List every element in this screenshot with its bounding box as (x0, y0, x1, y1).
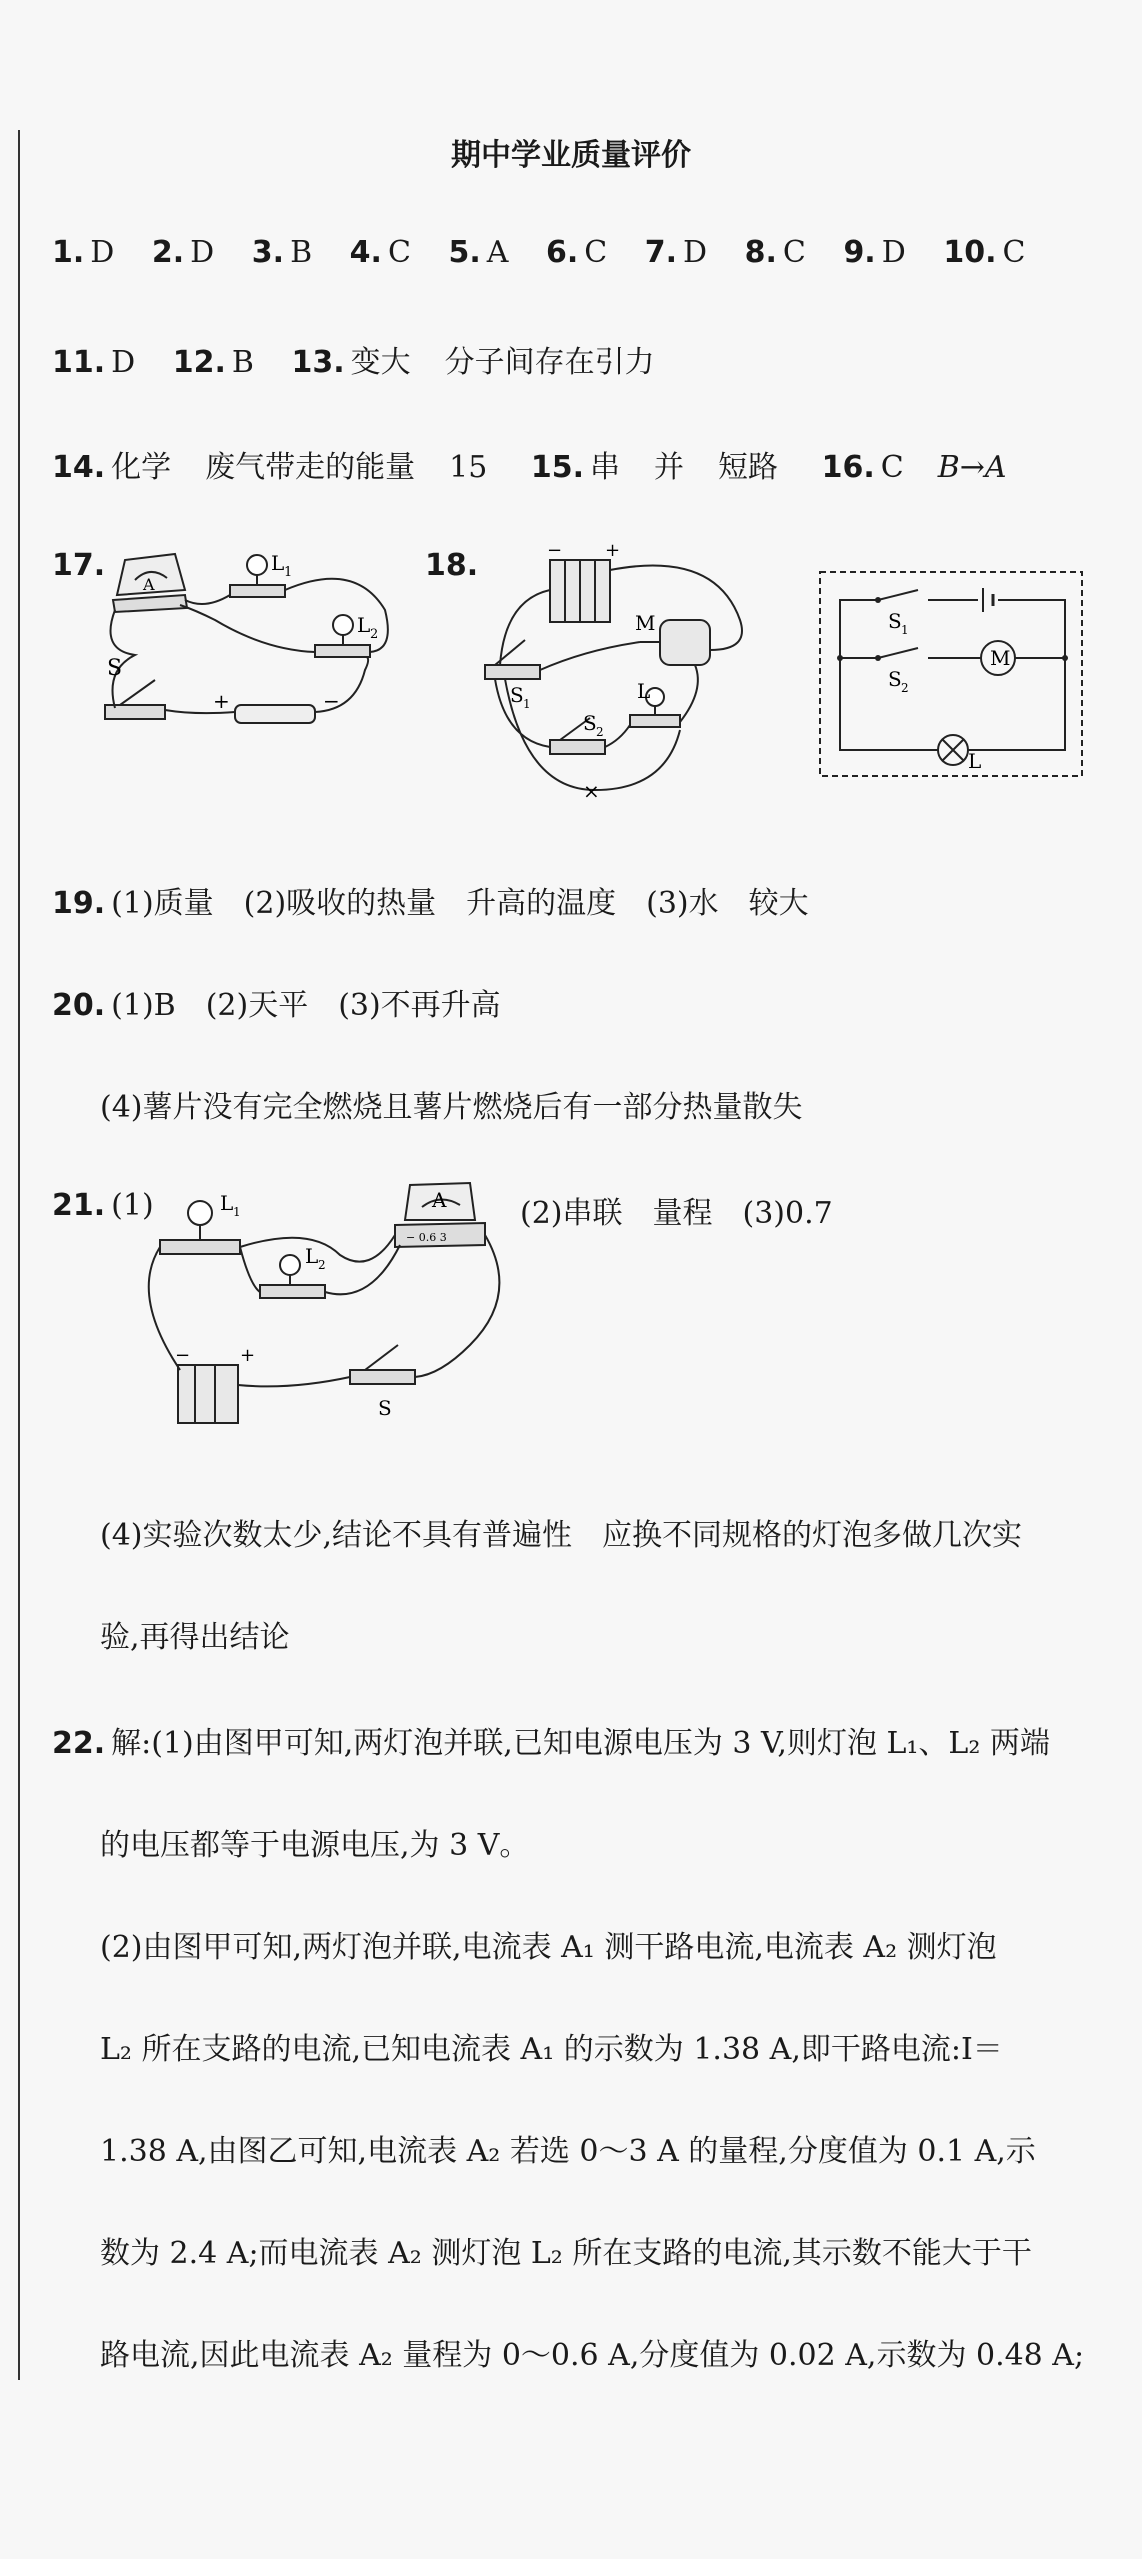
q-num: 3. (251, 235, 285, 270)
q21-l1-sub: 1 (233, 1205, 241, 1219)
q21-l1: L (220, 1191, 234, 1215)
schematic-diagram (818, 570, 1086, 780)
plus-label: + (213, 689, 230, 713)
q18-plus: + (605, 540, 621, 561)
minus-label: − (323, 689, 340, 713)
schematic-motor: M (990, 646, 1011, 670)
q21-part4: (4)实验次数太少,结论不具有普遍性 应换不同规格的灯泡多做几次实 (100, 1518, 1023, 1553)
q-num: 1. (52, 235, 85, 270)
mc-row (52, 235, 1053, 270)
l2-sub: 2 (370, 627, 379, 642)
q18-minus: − (547, 540, 563, 561)
q18-circuit-figure (465, 540, 765, 810)
q-num: 10. (943, 235, 997, 270)
schematic-s2-sub: 2 (901, 681, 909, 695)
q22-row: 22. 解:(1)由图甲可知,两灯泡并联,已知电源电压为 3 V,则灯泡 L₁、L₂ 两端 (52, 1726, 1050, 1761)
motor-label: M (635, 611, 656, 635)
l1-label: L (271, 551, 285, 575)
q20-row: 20. (1)B (2)天平 (3)不再升高 (52, 988, 501, 1023)
q21-ammeter: A (432, 1188, 447, 1212)
l1-sub: 1 (284, 565, 293, 580)
q17-number: 17. (52, 548, 106, 583)
q17-circuit-figure (95, 540, 415, 750)
q-ans: C (387, 235, 411, 270)
q18-s1-sub: 1 (523, 697, 531, 711)
q18-s1: S (510, 683, 524, 707)
schematic-lamp: L (968, 749, 982, 773)
q-ans: D (190, 235, 215, 270)
q22-line5: 1.38 A,由图乙可知,电流表 A₂ 若选 0～3 A 的量程,分度值为 0.1 A,示 (100, 2134, 1036, 2169)
q22-line4: L₂ 所在支路的电流,已知电流表 A₁ 的示数为 1.38 A,即干路电流:I＝ (100, 2032, 1003, 2067)
q-ans: C (584, 235, 608, 270)
q18-s2-sub: 2 (596, 725, 604, 739)
q-num: 9. (843, 235, 876, 270)
q21-l2-sub: 2 (318, 1258, 326, 1272)
q20-part4: (4)薯片没有完全燃烧且薯片燃烧后有一部分热量散失 (100, 1090, 803, 1125)
ammeter-label: A (143, 575, 155, 594)
q18-cross-mark: × (583, 779, 600, 803)
q18-s2: S (583, 711, 597, 735)
q19-row: 19. (1)质量 (2)吸收的热量 升高的温度 (3)水 较大 (52, 886, 809, 921)
q22-line6: 数为 2.4 A;而电流表 A₂ 测灯泡 L₂ 所在支路的电流,其示数不能大于干 (100, 2236, 1032, 2271)
schematic-s1-sub: 1 (901, 623, 909, 637)
q-ans: B (290, 235, 313, 270)
q-num: 8. (744, 235, 777, 270)
answer-row-11-13: 11. D 12. B 13. 变大 分子间存在引力 (52, 345, 655, 380)
q-ans: D (881, 235, 906, 270)
q21-plus: + (240, 1345, 256, 1366)
q-ans: D (683, 235, 708, 270)
q21-row: 21. (1) (52, 1188, 154, 1223)
q22-line2: 的电压都等于电源电压,为 3 V。 (100, 1828, 530, 1863)
q-num: 5. (448, 235, 481, 270)
q-ans: D (90, 235, 115, 270)
q18-lamp-label: L (637, 679, 651, 703)
q21-minus: − (175, 1345, 191, 1366)
q-num: 4. (349, 235, 382, 270)
q21-l2: L (305, 1244, 319, 1268)
l2-label: L (357, 613, 371, 637)
q-num: 2. (151, 235, 185, 270)
q21-part2: (2)串联 量程 (3)0.7 (520, 1196, 833, 1231)
q-num: 7. (644, 235, 678, 270)
schematic-s1: S (888, 609, 902, 633)
q21-part4-cont: 验,再得出结论 (100, 1620, 290, 1655)
q22-line3: (2)由图甲可知,两灯泡并联,电流表 A₁ 测干路电流,电流表 A₂ 测灯泡 (100, 1930, 997, 1965)
q-ans: C (1002, 235, 1026, 270)
q21-ammeter-scale: − 0.6 3 (406, 1231, 447, 1244)
q-ans: C (782, 235, 806, 270)
switch-label: S (107, 656, 123, 681)
q22-line7: 路电流,因此电流表 A₂ 量程为 0～0.6 A,分度值为 0.02 A,示数为 0.48 A; (100, 2338, 1085, 2373)
answer-row-14-16: 14. 化学 废气带走的能量 15 15. 串 并 短路 16. C B→A (52, 450, 1007, 485)
q21-circuit-figure (140, 1175, 520, 1435)
q-ans: A (486, 235, 509, 270)
q-num: 6. (545, 235, 579, 270)
schematic-s2: S (888, 667, 902, 691)
page-title: 期中学业质量评价 (451, 138, 691, 173)
left-margin-line (18, 130, 20, 2380)
q21-switch-label: S (378, 1396, 392, 1420)
q18-number: 18. (425, 548, 479, 583)
